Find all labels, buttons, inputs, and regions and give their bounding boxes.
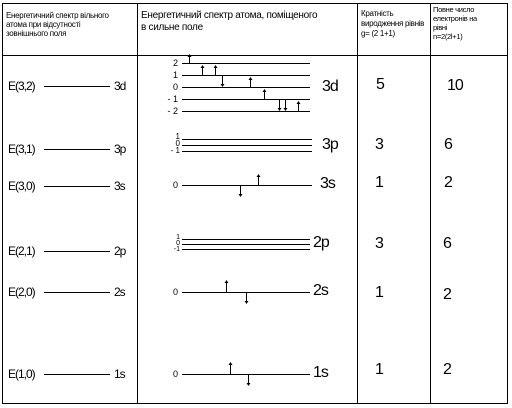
header-text: виродження рівнів — [361, 19, 425, 28]
header-text: електронів на — [433, 14, 477, 23]
field-orbital-label: 1s — [313, 364, 328, 381]
electron-count-value: 2 — [443, 361, 452, 378]
free-orbital-label: 2s — [114, 285, 125, 299]
degeneracy-value: 1 — [375, 361, 384, 378]
ml-label: 1 — [175, 132, 180, 141]
header-text: рівні — [433, 23, 448, 32]
degeneracy-value: 1 — [375, 284, 384, 301]
ml-label: 0 — [175, 139, 180, 148]
free-level-label: E(3,1) — [8, 142, 35, 156]
electron-count-value: 6 — [444, 136, 453, 153]
free-level-lines — [44, 87, 110, 375]
degeneracy-value: 3 — [375, 235, 384, 252]
free-level-label: E(3,0) — [8, 179, 35, 193]
field-orbital-label: 2p — [313, 234, 329, 251]
ml-label: 0 — [172, 369, 178, 379]
ml-label: 0 — [172, 287, 178, 297]
header-text: Повне число — [433, 5, 475, 14]
header-text: Кратність — [361, 9, 394, 18]
ml-label: 2 — [172, 58, 178, 68]
header-electron-count — [433, 5, 505, 41]
free-orbital-label: 3s — [114, 179, 125, 193]
sublevels-1s — [182, 363, 310, 385]
free-level-label: E(2,1) — [8, 244, 35, 258]
degeneracy-value: 5 — [376, 76, 385, 93]
free-level-label: E(2,0) — [8, 285, 35, 299]
ml-label: 0 — [176, 240, 180, 247]
free-level-label: E(3,2) — [8, 79, 35, 93]
sublevels-2s — [182, 281, 310, 303]
sublevels-3p — [182, 140, 312, 152]
header-text: в сильне поле — [141, 22, 203, 33]
free-orbital-label: 3p — [114, 142, 126, 156]
ml-label: 1 — [172, 70, 178, 80]
header-text: атома при відсутності — [6, 20, 81, 29]
sublevels-3d — [182, 55, 310, 112]
ml-label: 0 — [172, 180, 178, 190]
field-orbital-label: 3d — [322, 78, 338, 95]
ml-label: - 1 — [167, 94, 178, 104]
header-text: Енергетичний спектр атома, поміщеного — [141, 10, 318, 21]
free-orbital-label: 3d — [114, 79, 126, 93]
ml-label: - 2 — [167, 106, 178, 116]
header-field-atom — [141, 10, 355, 34]
degeneracy-value: 3 — [375, 136, 384, 153]
electron-count-value: 10 — [447, 77, 463, 94]
free-orbital-label: 2p — [114, 244, 126, 258]
electron-count-value: 6 — [443, 235, 452, 252]
field-orbital-label: 3s — [320, 175, 335, 192]
ml-label: -1 — [173, 246, 180, 253]
header-text: n=2(2l+1) — [433, 32, 463, 41]
header-text: g= (2 1+1) — [361, 29, 395, 38]
field-orbital-label: 2s — [313, 282, 328, 299]
ml-label: 0 — [172, 82, 178, 92]
arrow-heads — [188, 54, 301, 111]
header-free-atom — [6, 11, 136, 38]
header-text: зовнішнього поля — [6, 29, 67, 38]
sublevels-3s — [182, 175, 312, 196]
free-orbital-label: 1s — [114, 367, 125, 381]
electron-count-value: 2 — [443, 286, 452, 303]
header-degeneracy — [361, 9, 429, 39]
ml-label: - 1 — [170, 146, 180, 155]
ml-label: 1 — [176, 234, 180, 241]
degeneracy-value: 1 — [375, 174, 384, 191]
sublevels-2p — [182, 240, 310, 250]
free-level-label: E(1,0) — [8, 367, 35, 381]
electron-count-value: 2 — [444, 174, 453, 191]
field-orbital-label: 3p — [322, 136, 338, 153]
header-text: Енергетичний спектр вільного — [6, 11, 109, 20]
